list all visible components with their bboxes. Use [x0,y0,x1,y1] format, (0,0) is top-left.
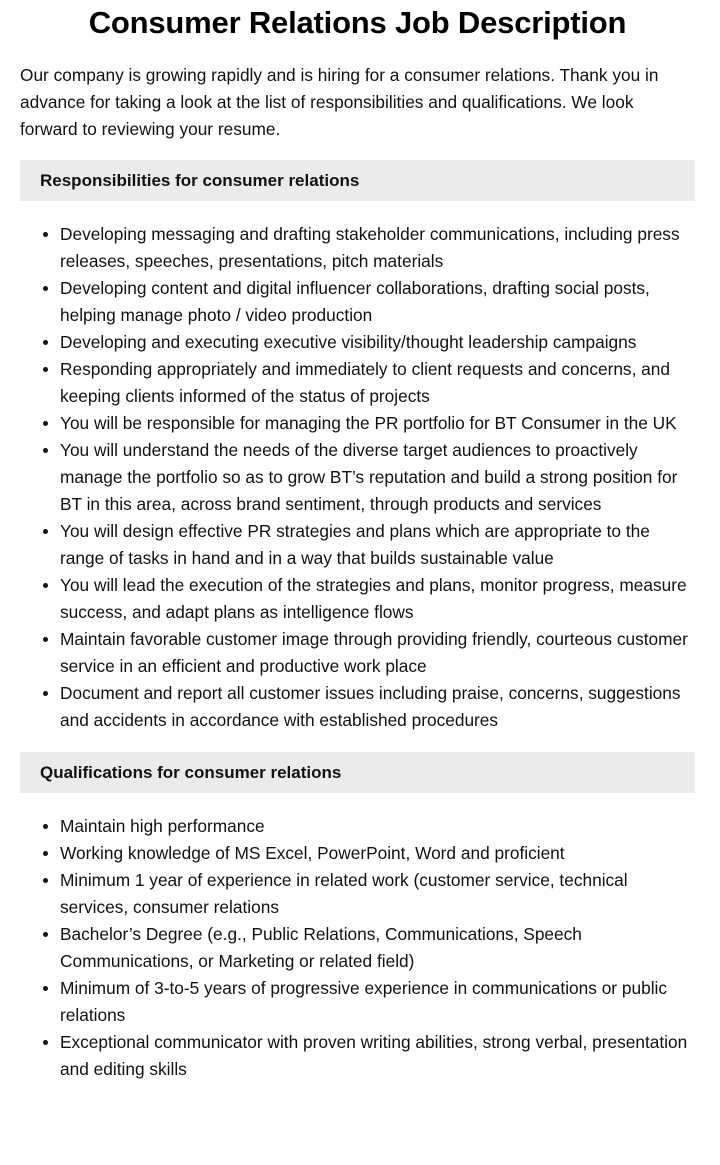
bullet-icon [43,529,48,534]
responsibilities-list [20,221,695,734]
list-item-text: Bachelor’s Degree (e.g., Public Relations, Communications, Speech Communications, or Marketing or related field) [60,924,582,971]
list-item-text: Exceptional communicator with proven writing abilities, strong verbal, presentation and editing skills [60,1032,688,1079]
list-item-text: Developing and executing executive visibility/thought leadership campaigns [60,332,637,352]
bullet-icon [43,583,48,588]
list-item [60,329,695,356]
list-item-text: Developing messaging and drafting stakeholder communications, including press releases, speeches, presentations, pitch materials [60,224,680,271]
bullet-icon [43,878,48,883]
bullet-icon [43,448,48,453]
list-item-text: Responding appropriately and immediately to client requests and concerns, and keeping clients informed of the status of projects [60,359,671,406]
bullet-icon [43,986,48,991]
list-item [60,518,695,572]
bullet-icon [43,232,48,237]
list-item-text: Working knowledge of MS Excel, PowerPoint, Word and proficient [60,843,565,863]
list-item [60,410,695,437]
bullet-icon [43,932,48,937]
list-item [60,680,695,734]
responsibilities-heading: Responsibilities for consumer relations [20,160,695,201]
list-item [60,867,695,921]
list-item [60,356,695,410]
list-item [60,275,695,329]
qualifications-list [20,813,695,1083]
bullet-icon [43,824,48,829]
list-item-text: Minimum of 3-to-5 years of progressive experience in communications or public relations [60,978,668,1025]
list-item [60,921,695,975]
bullet-icon [43,421,48,426]
bullet-icon [43,851,48,856]
list-item [60,813,695,840]
bullet-icon [43,691,48,696]
bullet-icon [43,286,48,291]
list-item-text: Developing content and digital influencer collaborations, drafting social posts, helping manage photo / video production [60,278,650,325]
list-item-text: You will understand the needs of the diverse target audiences to proactively manage the portfolio so as to grow BT’s reputation and build a strong position for BT in this area, across brand sentiment, through products and services [60,440,678,514]
list-item [60,1029,695,1083]
list-item [60,221,695,275]
list-item-text: Maintain favorable customer image through providing friendly, courteous customer service in an efficient and productive work place [60,629,688,676]
intro-paragraph: Our company is growing rapidly and is hiring for a consumer relations. Thank you in advance for taking a look at the list of responsibilities and qualifications. We look forward to reviewing your resume. [20,65,659,139]
page-title: Consumer Relations Job Description [88,5,627,40]
list-item-text: You will design effective PR strategies and plans which are appropriate to the range of tasks in hand and in a way that builds sustainable value [60,521,650,568]
list-item-text: You will lead the execution of the strategies and plans, monitor progress, measure success, and adapt plans as intelligence flows [60,575,687,622]
list-item-text: Maintain high performance [60,816,265,836]
qualifications-heading: Qualifications for consumer relations [20,752,695,793]
bullet-icon [43,637,48,642]
list-item [60,840,695,867]
list-item-text: Document and report all customer issues including praise, concerns, suggestions and accidents in accordance with established procedures [60,683,681,730]
list-item [60,437,695,518]
list-item [60,975,695,1029]
bullet-icon [43,1040,48,1045]
list-item [60,572,695,626]
list-item-text: You will be responsible for managing the PR portfolio for BT Consumer in the UK [60,413,677,433]
bullet-icon [43,340,48,345]
list-item [60,626,695,680]
bullet-icon [43,367,48,372]
list-item-text: Minimum 1 year of experience in related work (customer service, technical services, consumer relations [60,870,628,917]
